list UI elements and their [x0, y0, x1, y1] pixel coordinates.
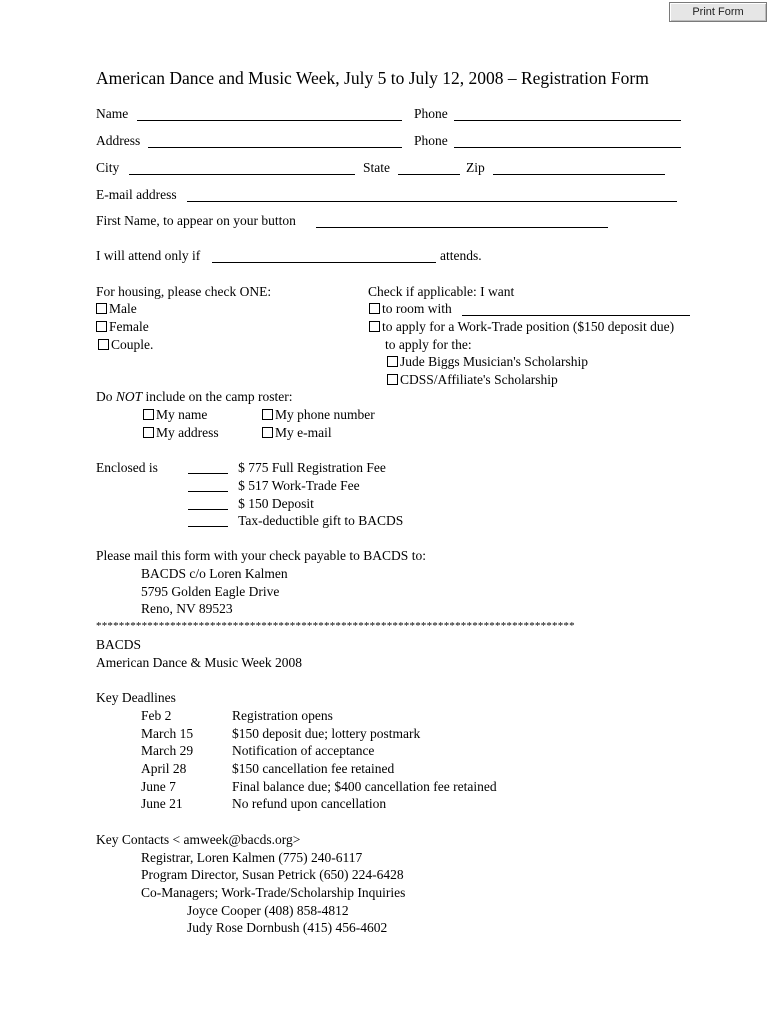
contacts-heading: Key Contacts < amweek@bacds.org>	[96, 832, 301, 847]
room-with-field[interactable]	[462, 315, 690, 316]
checkbox[interactable]	[262, 409, 273, 420]
checkbox[interactable]	[98, 339, 109, 350]
button-name-field[interactable]	[316, 227, 608, 228]
contact-line: Co-Managers; Work-Trade/Scholarship Inquiries	[141, 885, 406, 900]
enclosed-label: Enclosed is	[96, 460, 158, 475]
mail-address-line: 5795 Golden Eagle Drive	[141, 584, 280, 599]
separator: ************************************************************************************	[96, 620, 575, 632]
deadlines-heading: Key Deadlines	[96, 690, 176, 705]
mail-heading: Please mail this form with your check payable to BACDS to:	[96, 548, 426, 563]
deadline-event: $150 cancellation fee retained	[232, 761, 395, 776]
deadline-date: June 21	[141, 796, 183, 811]
attend-label: I will attend only if	[96, 248, 201, 263]
scholarship-jude-biggs[interactable]: Jude Biggs Musician's Scholarship	[387, 354, 588, 370]
checkbox[interactable]	[387, 356, 398, 367]
deadline-date: Feb 2	[141, 708, 172, 723]
checkbox[interactable]	[369, 321, 380, 332]
deadline-date: March 29	[141, 743, 194, 758]
email-label: E-mail address	[96, 187, 177, 202]
mail-address-line: BACDS c/o Loren Kalmen	[141, 566, 288, 581]
housing-option-male[interactable]: Male	[96, 301, 137, 317]
work-trade-option[interactable]: to apply for a Work-Trade position ($150 deposit due)	[369, 319, 674, 335]
email-field[interactable]	[187, 201, 677, 202]
roster-option-address[interactable]: My address	[143, 425, 219, 441]
scholarship-cdss[interactable]: CDSS/Affiliate's Scholarship	[387, 372, 558, 388]
contact-line: Program Director, Susan Petrick (650) 224-6428	[141, 867, 404, 882]
checkbox[interactable]	[96, 321, 107, 332]
form-title: American Dance and Music Week, July 5 to July 12, 2008 – Registration Form	[96, 68, 649, 88]
name-field[interactable]	[137, 120, 402, 121]
amount-field[interactable]	[188, 479, 228, 492]
enclosed-item-work-trade[interactable]: $ 517 Work-Trade Fee	[188, 478, 360, 494]
roster-option-phone[interactable]: My phone number	[262, 407, 375, 423]
deadline-event: $150 deposit due; lottery postmark	[232, 726, 421, 741]
deadline-event: No refund upon cancellation	[232, 796, 387, 811]
contact-line: Registrar, Loren Kalmen (775) 240-6117	[141, 850, 363, 865]
roster-option-name[interactable]: My name	[143, 407, 207, 423]
deadline-date: April 28	[141, 761, 187, 776]
name-label: Name	[96, 106, 129, 121]
room-with-option[interactable]: to room with	[369, 301, 452, 317]
deadline-event: Notification of acceptance	[232, 743, 375, 758]
applicable-heading: Check if applicable: I want	[368, 284, 515, 299]
state-label: State	[363, 160, 390, 175]
button-name-label: First Name, to appear on your button	[96, 213, 296, 228]
phone-label-2: Phone	[414, 133, 448, 148]
apply-for-label: to apply for the:	[385, 337, 472, 352]
enclosed-item-full[interactable]: $ 775 Full Registration Fee	[188, 460, 386, 476]
print-form-button[interactable]: Print Form	[669, 2, 767, 22]
deadline-date: March 15	[141, 726, 194, 741]
city-label: City	[96, 160, 120, 175]
enclosed-item-deposit[interactable]: $ 150 Deposit	[188, 496, 314, 512]
checkbox[interactable]	[143, 427, 154, 438]
amount-field[interactable]	[188, 497, 228, 510]
attend-suffix: attends.	[440, 248, 482, 263]
mail-address-line: Reno, NV 89523	[141, 601, 233, 616]
state-field[interactable]	[398, 174, 460, 175]
phone-field-2[interactable]	[454, 147, 681, 148]
roster-option-email[interactable]: My e-mail	[262, 425, 332, 441]
amount-field[interactable]	[188, 461, 228, 474]
phone-label-1: Phone	[414, 106, 448, 121]
checkbox[interactable]	[96, 303, 107, 314]
attend-field[interactable]	[212, 262, 436, 263]
org-event: American Dance & Music Week 2008	[96, 655, 302, 670]
deadline-event: Final balance due; $400 cancellation fee retained	[232, 779, 497, 794]
roster-heading: Do NOT include on the camp roster:	[96, 389, 293, 404]
checkbox[interactable]	[369, 303, 380, 314]
address-field[interactable]	[148, 147, 402, 148]
checkbox[interactable]	[143, 409, 154, 420]
amount-field[interactable]	[188, 514, 228, 527]
org-name: BACDS	[96, 637, 142, 652]
contact-subline: Joyce Cooper (408) 858-4812	[187, 903, 349, 918]
address-label: Address	[96, 133, 141, 148]
enclosed-item-gift[interactable]: Tax-deductible gift to BACDS	[188, 513, 403, 529]
checkbox[interactable]	[262, 427, 273, 438]
phone-field-1[interactable]	[454, 120, 681, 121]
zip-label: Zip	[466, 160, 485, 175]
zip-field[interactable]	[493, 174, 665, 175]
city-field[interactable]	[129, 174, 355, 175]
deadline-event: Registration opens	[232, 708, 333, 723]
housing-option-couple[interactable]: Couple.	[98, 337, 153, 353]
checkbox[interactable]	[387, 374, 398, 385]
housing-option-female[interactable]: Female	[96, 319, 149, 335]
contact-subline: Judy Rose Dornbush (415) 456-4602	[187, 920, 388, 935]
deadline-date: June 7	[141, 779, 176, 794]
housing-heading: For housing, please check ONE:	[96, 284, 272, 299]
